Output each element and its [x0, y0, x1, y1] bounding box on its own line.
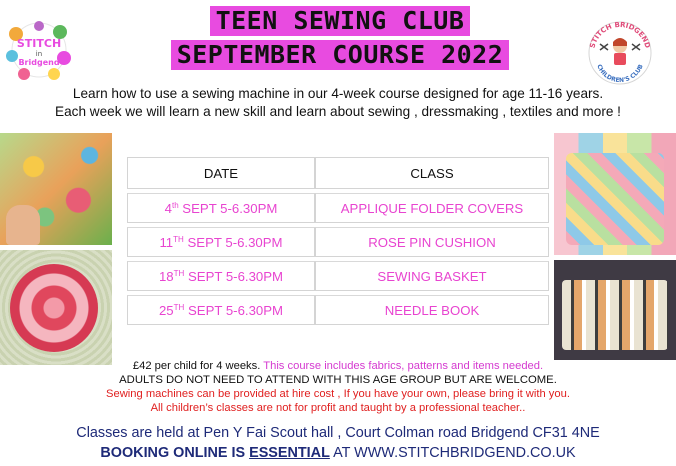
- logo-left-line3: Bridgend: [18, 58, 60, 67]
- intro-text: [0, 85, 676, 121]
- includes-text: This course includes fabrics, patterns and items needed.: [260, 360, 544, 372]
- patchwork-bag-photo: [554, 133, 676, 255]
- table-header-row: [127, 157, 549, 189]
- not-for-profit-notice: All children’s classes are not for profit and taught by a professional teacher..: [150, 402, 526, 414]
- price-info: [0, 360, 676, 374]
- rose-pin-cushion-photo: [0, 250, 112, 365]
- row-class: NEEDLE BOOK: [315, 295, 549, 325]
- table-row: [127, 227, 549, 257]
- booking-info: [0, 444, 676, 462]
- table-row: [127, 261, 549, 291]
- schedule-table: [127, 153, 549, 329]
- intro-line-1: Learn how to use a sewing machine in our 4-week course designed for age 11-16 years.: [72, 86, 604, 101]
- title-line-1: TEEN SEWING CLUB: [210, 6, 471, 36]
- booking-essential: ESSENTIAL: [249, 445, 330, 461]
- row-date: 11TH SEPT 5-6.30PM: [127, 227, 315, 257]
- logo-right-top-text: STITCH BRIDGEND: [588, 20, 652, 50]
- logo-right-bottom-text: CHILDREN'S CLUB: [595, 63, 645, 85]
- booking-website: AT WWW.STITCHBRIDGEND.CO.UK: [329, 445, 576, 461]
- header-date: DATE: [127, 157, 315, 189]
- logo-left-line2: in: [35, 50, 43, 58]
- table-row: [127, 193, 549, 223]
- header-class: CLASS: [315, 157, 549, 189]
- page-title: [160, 6, 520, 70]
- venue-info: Classes are held at Pen Y Fai Scout hall , Court Colman road Bridgend CF31 4NE: [76, 425, 600, 441]
- row-date: 25TH SEPT 5-6.30PM: [127, 295, 315, 325]
- row-class: APPLIQUE FOLDER COVERS: [315, 193, 549, 223]
- row-class: ROSE PIN CUSHION: [315, 227, 549, 257]
- hire-notice: Sewing machines can be provided at hire cost , If you have your own, please bring it with you.: [106, 388, 570, 400]
- row-class: SEWING BASKET: [315, 261, 549, 291]
- table-row: [127, 295, 549, 325]
- intro-line-2: Each week we will learn a new skill and learn about sewing , dressmaking , textiles and more !: [55, 104, 621, 119]
- row-date: 4th SEPT 5-6.30PM: [127, 193, 315, 223]
- stitch-bridgend-childrens-club-logo: [582, 20, 658, 86]
- title-line-2: SEPTEMBER COURSE 2022: [171, 40, 510, 70]
- stitch-in-bridgend-logo: [6, 20, 72, 80]
- row-date: 18TH SEPT 5-6.30PM: [127, 261, 315, 291]
- price-text: £42 per child for 4 weeks.: [132, 360, 261, 372]
- applique-folder-photo: [0, 133, 112, 245]
- booking-bold: BOOKING ONLINE IS: [100, 445, 250, 461]
- adults-notice: ADULTS DO NOT NEED TO ATTEND WITH THIS AGE GROUP BUT ARE WELCOME.: [119, 374, 557, 386]
- fabric-basket-photo: [554, 260, 676, 360]
- logo-left-line1: STITCH: [16, 37, 62, 50]
